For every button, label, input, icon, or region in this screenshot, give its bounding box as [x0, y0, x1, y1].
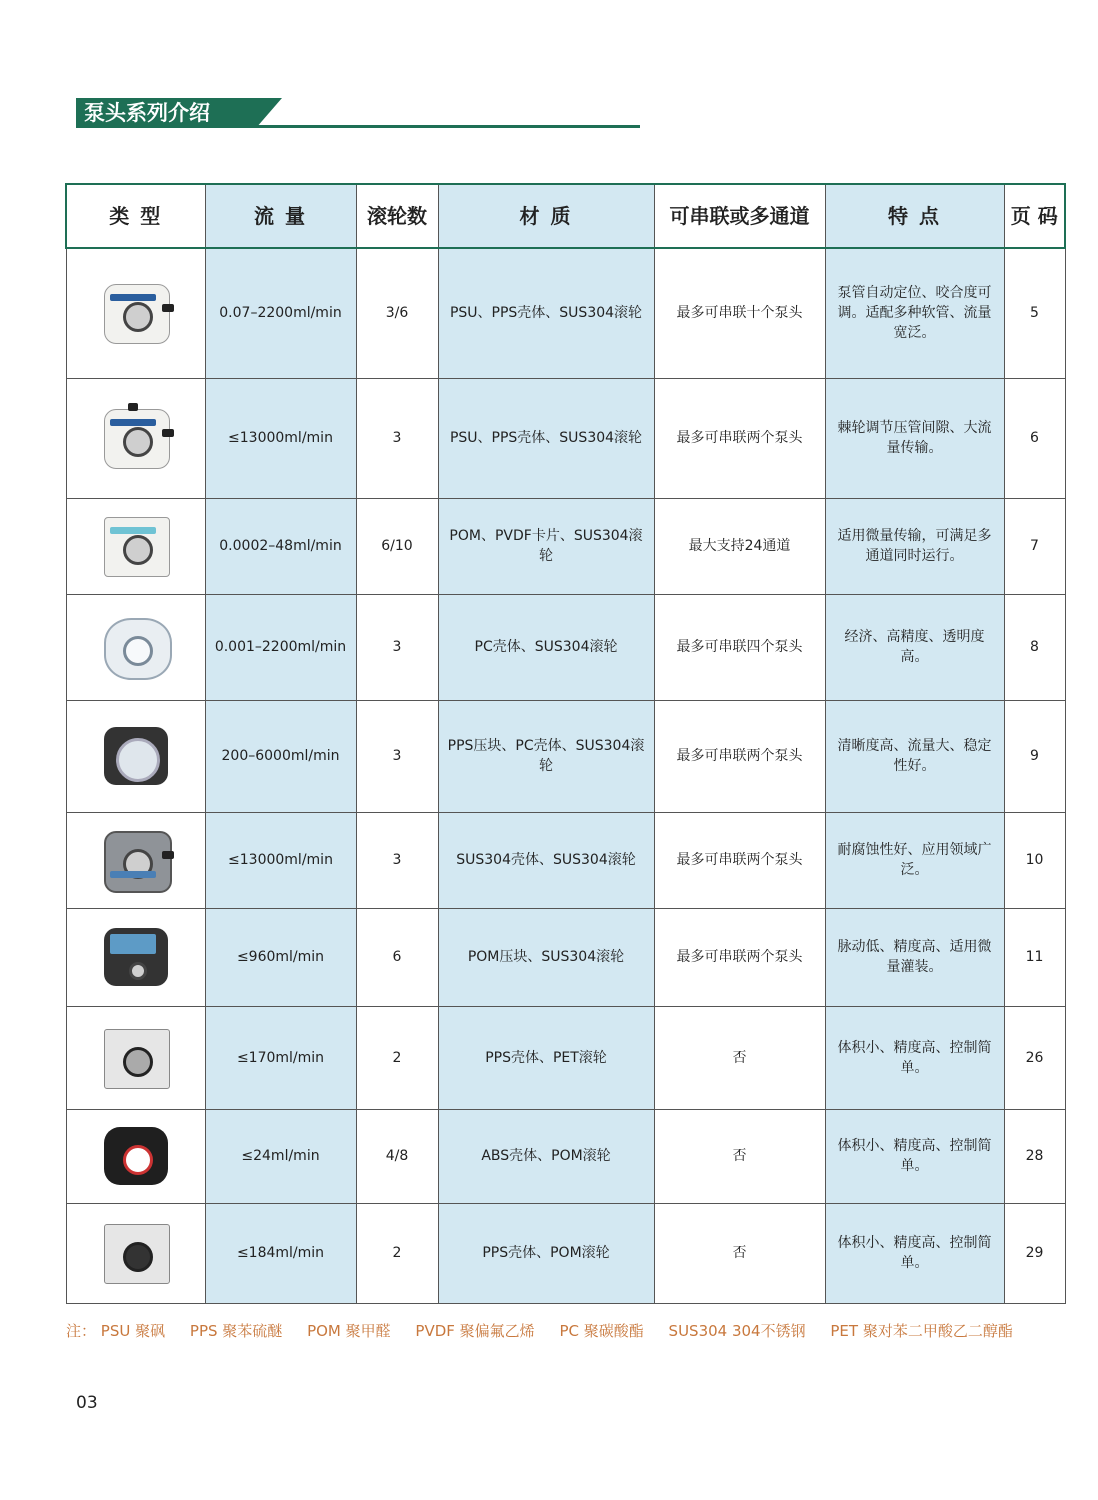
plate-dark-mini-pump-icon: [96, 1218, 176, 1288]
table-row: [66, 378, 1065, 498]
page-cell: 6: [1004, 378, 1065, 498]
header-material: 材 质: [438, 184, 654, 248]
table-row: [66, 1109, 1065, 1203]
pump-image-cell: [66, 1109, 205, 1203]
clear-pump-head-icon: [96, 612, 176, 682]
header-flow: 流 量: [205, 184, 356, 248]
page-cell: 7: [1004, 498, 1065, 594]
page-cell: 10: [1004, 812, 1065, 908]
channels-cell: 最多可串联两个泵头: [654, 812, 825, 908]
table-row: [66, 594, 1065, 700]
table-header-row: [66, 184, 1065, 248]
material-cell: PPS壳体、POM滚轮: [438, 1203, 654, 1303]
flow-cell: 0.07–2200ml/min: [205, 248, 356, 378]
rollers-cell: 2: [356, 1006, 438, 1109]
rollers-cell: 3: [356, 700, 438, 812]
table-row: [66, 908, 1065, 1006]
note-item: SUS304 304不锈钢: [668, 1322, 806, 1340]
features-cell: 脉动低、精度高、适用微量灌装。: [825, 908, 1004, 1006]
pump-image-cell: [66, 1006, 205, 1109]
material-cell: PSU、PPS壳体、SUS304滚轮: [438, 248, 654, 378]
rollers-cell: 4/8: [356, 1109, 438, 1203]
table-row: [66, 1203, 1065, 1303]
channels-cell: 否: [654, 1203, 825, 1303]
steel-pump-head-icon: [96, 825, 176, 895]
page-number: 03: [76, 1393, 98, 1413]
table-row: [66, 1006, 1065, 1109]
note-item: PET 聚对苯二甲酸乙二醇酯: [830, 1322, 1013, 1340]
note-item: PSU 聚砜: [100, 1322, 166, 1340]
section-header: [76, 98, 640, 130]
material-abbreviation-note: [66, 1320, 1066, 1341]
table-row: [66, 700, 1065, 812]
pump-image-cell: [66, 700, 205, 812]
header-features: 特 点: [825, 184, 1004, 248]
material-cell: POM、PVDF卡片、SUS304滚轮: [438, 498, 654, 594]
black-mini-pump-icon: [96, 1121, 176, 1191]
rollers-cell: 6/10: [356, 498, 438, 594]
material-cell: POM压块、SUS304滚轮: [438, 908, 654, 1006]
rollers-cell: 2: [356, 1203, 438, 1303]
pump-image-cell: [66, 594, 205, 700]
flow-cell: 200–6000ml/min: [205, 700, 356, 812]
pump-image-cell: [66, 498, 205, 594]
note-item: POM 聚甲醛: [307, 1322, 391, 1340]
channels-cell: 否: [654, 1109, 825, 1203]
features-cell: 体积小、精度高、控制简单。: [825, 1109, 1004, 1203]
lcd-pump-head-icon: [96, 922, 176, 992]
header-channels: 可串联或多通道: [654, 184, 825, 248]
material-cell: PSU、PPS壳体、SUS304滚轮: [438, 378, 654, 498]
page-cell: 28: [1004, 1109, 1065, 1203]
note-prefix: 注：: [66, 1322, 97, 1340]
page-cell: 8: [1004, 594, 1065, 700]
channels-cell: 最多可串联十个泵头: [654, 248, 825, 378]
page-cell: 9: [1004, 700, 1065, 812]
pump-image-cell: [66, 908, 205, 1006]
flow-cell: ≤13000ml/min: [205, 378, 356, 498]
page-cell: 5: [1004, 248, 1065, 378]
cartridge-pump-head-icon: [96, 511, 176, 581]
pump-image-cell: [66, 378, 205, 498]
features-cell: 经济、高精度、透明度高。: [825, 594, 1004, 700]
flow-cell: ≤13000ml/min: [205, 812, 356, 908]
pump-head-spec-table: [65, 183, 1066, 1304]
material-cell: PPS压块、PC壳体、SUS304滚轮: [438, 700, 654, 812]
rollers-cell: 3: [356, 812, 438, 908]
rollers-cell: 3/6: [356, 248, 438, 378]
features-cell: 适用微量传输，可满足多通道同时运行。: [825, 498, 1004, 594]
features-cell: 体积小、精度高、控制简单。: [825, 1203, 1004, 1303]
features-cell: 耐腐蚀性好、应用领域广泛。: [825, 812, 1004, 908]
channels-cell: 最多可串联两个泵头: [654, 700, 825, 812]
features-cell: 清晰度高、流量大、稳定性好。: [825, 700, 1004, 812]
flow-cell: ≤24ml/min: [205, 1109, 356, 1203]
rollers-cell: 3: [356, 594, 438, 700]
page-cell: 11: [1004, 908, 1065, 1006]
white-pump-head-knob-icon: [96, 403, 176, 473]
table-row: [66, 498, 1065, 594]
pump-image-cell: [66, 248, 205, 378]
material-cell: SUS304壳体、SUS304滚轮: [438, 812, 654, 908]
pump-image-cell: [66, 812, 205, 908]
note-item: PPS 聚苯硫醚: [189, 1322, 283, 1340]
dark-clear-pump-head-icon: [96, 721, 176, 791]
plate-mini-pump-icon: [96, 1023, 176, 1093]
material-cell: PPS壳体、PET滚轮: [438, 1006, 654, 1109]
pump-image-cell: [66, 1203, 205, 1303]
page-cell: 29: [1004, 1203, 1065, 1303]
header-rollers: 滚轮数: [356, 184, 438, 248]
page-cell: 26: [1004, 1006, 1065, 1109]
note-item: PC 聚碳酸酯: [559, 1322, 644, 1340]
features-cell: 体积小、精度高、控制简单。: [825, 1006, 1004, 1109]
material-cell: PC壳体、SUS304滚轮: [438, 594, 654, 700]
channels-cell: 最多可串联两个泵头: [654, 378, 825, 498]
channels-cell: 最多可串联两个泵头: [654, 908, 825, 1006]
header-page: 页 码: [1004, 184, 1065, 248]
features-cell: 棘轮调节压管间隙、大流量传输。: [825, 378, 1004, 498]
flow-cell: ≤960ml/min: [205, 908, 356, 1006]
flow-cell: 0.0002–48ml/min: [205, 498, 356, 594]
header-type: 类 型: [66, 184, 205, 248]
table-row: [66, 812, 1065, 908]
note-item: PVDF 聚偏氟乙烯: [415, 1322, 535, 1340]
flow-cell: ≤170ml/min: [205, 1006, 356, 1109]
rollers-cell: 6: [356, 908, 438, 1006]
section-title: 泵头系列介绍: [76, 98, 256, 128]
features-cell: 泵管自动定位、咬合度可调。适配多种软管、流量宽泛。: [825, 248, 1004, 378]
channels-cell: 否: [654, 1006, 825, 1109]
flow-cell: 0.001–2200ml/min: [205, 594, 356, 700]
flow-cell: ≤184ml/min: [205, 1203, 356, 1303]
channels-cell: 最多可串联四个泵头: [654, 594, 825, 700]
table-row: [66, 248, 1065, 378]
channels-cell: 最大支持24通道: [654, 498, 825, 594]
white-pump-head-icon: [96, 278, 176, 348]
material-cell: ABS壳体、POM滚轮: [438, 1109, 654, 1203]
rollers-cell: 3: [356, 378, 438, 498]
